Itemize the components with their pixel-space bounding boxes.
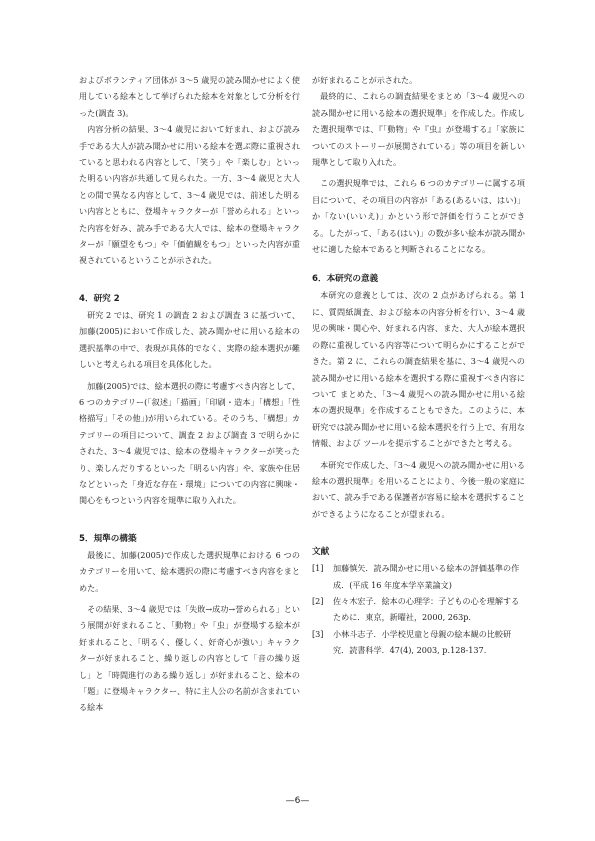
reference-number: [1] [312, 563, 324, 574]
paragraph: 研究 2 では、研究 1 の調査 2 および調査 3 に基づいて、加藤(2005)において作成した、読み聞かせに用いる絵本の選択基準の中で、表現が具体的でなく、実際の絵本選択が難しいと考えられる項目を具体化した。 [79, 309, 300, 370]
references-heading: 文献 [312, 547, 330, 558]
paragraph: この選択規準では、これら 6 つのカテゴリーに属する項目について、その項目の内容が「ある(あるいは、はい)」か「ない(いいえ)」かという形で評価を行うことができる。したがって、「ある(はい)」の数が多い絵本が読み聞かせに適した絵本であると判断されることになる。 [312, 178, 525, 255]
paragraph: 内容分析の結果、3〜4 歳児において好まれ、および読み手である大人が読み聞かせに用いる絵本を選ぶ際に重視されていると思われる内容として、「笑う」や「楽しむ」といった明るい内容が共通して見られた。一方、3〜4 歳児と大人との間で異なる内容として、3〜4 歳児では、前述した明るい内容とともに、登場キャラクターが「誉められる」といった内容を好み、読み手である大人では、絵本の登場キャラクターが「願望をもつ」や「価値観をもつ」といった内容が重視されているということが示された。 [79, 124, 300, 266]
section-heading: 6．本研究の意義 [312, 274, 379, 285]
reference-text: 加藤慎矢．読み聞かせに用いる絵本の評価基準の作成．(平成 16 年度本学卒業論文) [333, 563, 520, 590]
reference-item [312, 626, 525, 659]
reference-number: [2] [312, 595, 324, 606]
paragraph: 最後に、加藤(2005)で作成した選択規準における 6 つのカテゴリーを用いて、絵本選択の際に考慮すべき内容をまとめた。 [79, 549, 300, 593]
page-number: —6— [285, 796, 310, 806]
section-heading: 4．研究 2 [79, 293, 120, 304]
reference-item [312, 560, 525, 593]
paragraph: その結果、3〜4 歳児では「失敗→成功→誉められる」という展開が好まれること、「動物」や「虫」が登場する絵本が好まれること、「明るく、優しく、好奇心が強い」キャラクターが好まれること、繰り返しの内容として「音の繰り返し」と「時間進行のある繰り返し」が好まれること、絵本の「題」に登場キャラクター、特に主人公の名前が含まれている絵本 [79, 603, 300, 713]
reference-number: [3] [312, 628, 324, 639]
paragraph: 本研究で作成した、「3〜4 歳児への読み聞かせに用いる絵本の選択規準」を用いることにより、今後一般の家庭において、読み手である保護者が容易に絵本を選択することができるようになることが望まれる。 [312, 459, 525, 519]
right-column [312, 72, 525, 659]
paragraph: 本研究の意義としては、次の 2 点があげられる。第 1 に、質問紙調査、および絵本の内容分析を行い、3〜4 歳児の興味・関心や、好まれる内容、また、大人が絵本選択の際に重視している内容等について明らかにすることができた。第 2 に、これらの調査結果を基に、3〜4 歳児への読み聞かせに用いる絵本を選択する際に重視すべき内容について まとめた、「3〜4 歳児への読み聞かせに用いる絵本の選択規準」を作成することもできた。このように、本研究では読み聞かせに用いる絵本選択を行う上で、有用な情報、および ツールを提示することができたと考える。 [312, 290, 525, 449]
reference-item [312, 593, 525, 626]
left-column [79, 72, 300, 716]
reference-text: 佐々木宏子．絵本の心理学：子どもの心を理解するために．東京，新曜社，2000, 263p. [333, 595, 520, 623]
paragraph: およびボランティア団体が 3〜5 歳児の読み聞かせによく使用している絵本として挙げられた絵本を対象として分析を行った(調査 3)。 [79, 75, 300, 118]
paragraph: が好まれることが示された。 [312, 75, 418, 85]
paragraph: 加藤(2005)では、絵本選択の際に考慮すべき内容として、6 つのカテゴリー(「叙述」「描画」「印刷・造本」「構想」「性格描写」「その他」)が用いられている。そのうち、「構想」カテゴリーの項目について、調査 2 および調査 3 で明らかにされた、3〜4 歳児では、絵本の登場キャラクターが笑ったり、楽しんだりするといった「明るい内容」や、家族や住居などといった「身近な存在・環境」についての内容に興味・関心をもつという内容を規準に取り入れた。 [79, 380, 300, 506]
reference-text: 小林斗志子．小学校児童と母親の絵本観の比較研究．読書科学．47(4), 2003, p.128-137. [333, 628, 512, 656]
references-list [312, 560, 525, 658]
section-heading: 5．規準の構築 [79, 533, 137, 544]
paragraph: 最終的に、これらの調査結果をまとめ「3〜4 歳児への読み聞かせに用いる絵本の選択規準」を作成した。作成した選択規準では、『「動物」や『虫』が登場する』「家族についてのストーリーが展開されている」等の項目を新しい規準として取り入れた。 [312, 91, 525, 168]
